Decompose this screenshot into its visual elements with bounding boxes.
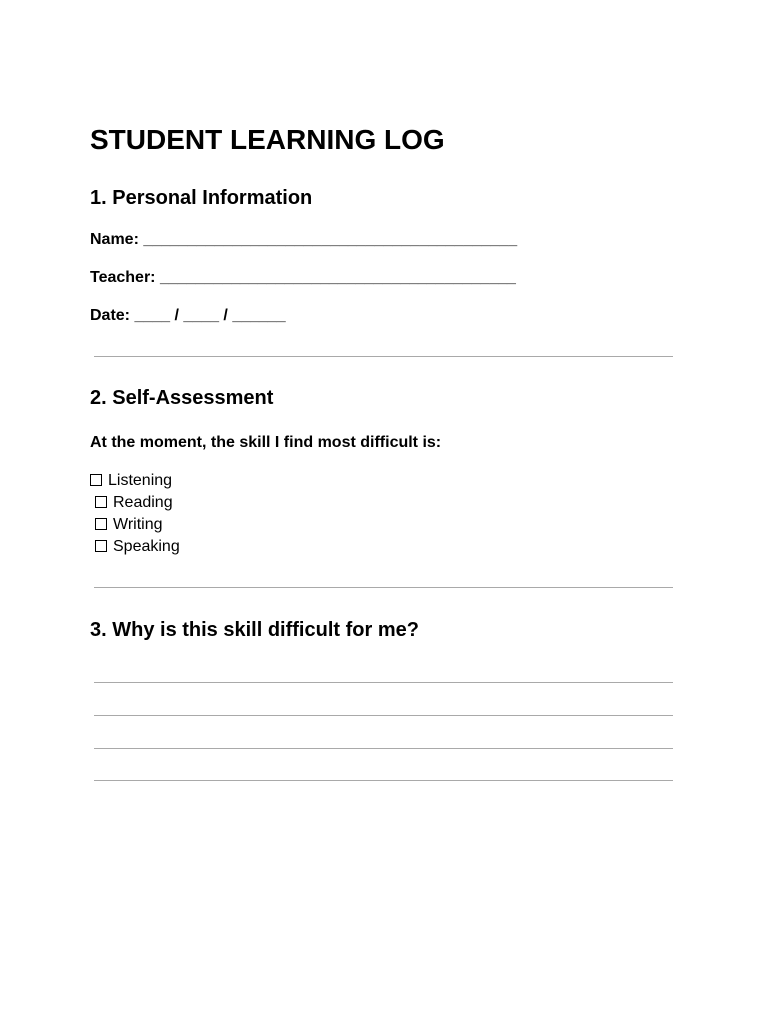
checkbox-icon[interactable] [90, 474, 102, 486]
date-field[interactable]: Date: ____ / ____ / ______ [90, 307, 286, 324]
answer-line[interactable] [94, 748, 673, 749]
answer-line[interactable] [94, 780, 673, 781]
option-reading[interactable] [90, 492, 180, 514]
option-label: Listening [108, 472, 173, 489]
skill-prompt: At the moment, the skill I find most difficult is: [90, 434, 442, 451]
answer-line[interactable] [94, 682, 673, 683]
skill-options-list [90, 470, 180, 558]
answer-line[interactable] [94, 715, 673, 716]
page-title: STUDENT LEARNING LOG [90, 124, 445, 155]
option-listening[interactable] [90, 470, 180, 492]
option-writing[interactable] [90, 514, 180, 536]
option-label: Writing [113, 516, 163, 533]
checkbox-icon[interactable] [95, 496, 107, 508]
option-label: Reading [113, 494, 173, 511]
section-divider [94, 587, 673, 588]
option-speaking[interactable] [90, 536, 180, 558]
checkbox-icon[interactable] [95, 540, 107, 552]
section-heading-reflection: 3. Why is this skill difficult for me? [90, 619, 419, 641]
teacher-field[interactable]: Teacher: ________________________________________ [90, 269, 516, 286]
name-field[interactable]: Name: __________________________________________ [90, 231, 518, 248]
section-divider [94, 356, 673, 357]
checkbox-icon[interactable] [95, 518, 107, 530]
section-heading-personal-information: 1. Personal Information [90, 187, 313, 209]
section-heading-self-assessment: 2. Self-Assessment [90, 387, 274, 409]
option-label: Speaking [113, 538, 180, 555]
